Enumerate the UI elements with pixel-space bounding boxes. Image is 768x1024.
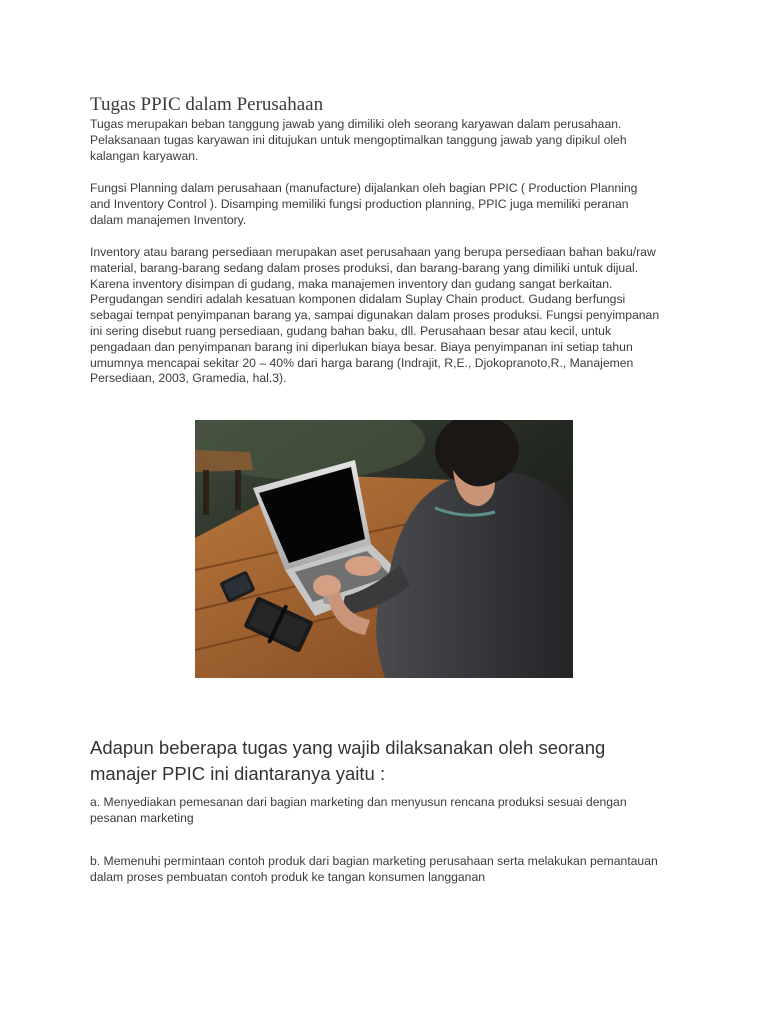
page-title: Tugas PPIC dalam Perusahaan [90, 94, 324, 115]
list-item [90, 794, 627, 826]
text-line: material, barang-barang sedang dalam proses produksi, dan barang-barang yang dimiliki untuk dijual. [90, 260, 639, 275]
paragraph-inventory [90, 245, 690, 387]
text-line: Fungsi Planning dalam perusahaan (manufacture) dijalankan oleh bagian PPIC ( Production Planning [90, 181, 638, 195]
text-line: dalam proses pembuatan contoh produk ke tangan konsumen langganan [90, 870, 486, 884]
text-line: Karena inventory disimpan di gudang, maka manajemen inventory dan gudang sangat berkaitan. [90, 276, 613, 291]
paragraph-fungsi-planning [90, 181, 690, 228]
text-line: dalam manajemen Inventory. [90, 212, 247, 227]
paragraph-tugas [90, 117, 690, 164]
text-line: pesanan marketing [90, 811, 194, 825]
text-line: sebagai tempat penyimpanan barang ya, sampai digunakan dalam proses produksi. Fungsi penyimpanan [90, 308, 660, 323]
text-line: and Inventory Control ). Disamping memiliki fungsi production planning, PPIC juga memiliki peranan [90, 196, 629, 211]
text-line: kalangan karyawan. [90, 148, 199, 163]
text-line: pengadaan dan penyimpanan barang ini diperlukan biaya besar. Biaya penyimpanan ini setiap tahun [90, 339, 633, 354]
text-line: Tugas merupakan beban tanggung jawab yang dimiliki oleh seorang karyawan dalam perusahaan. [90, 117, 622, 131]
list-item [90, 853, 658, 885]
text-line: Inventory atau barang persediaan merupakan aset perusahaan yang berupa persediaan bahan baku/raw [90, 245, 656, 259]
section-heading [90, 735, 605, 787]
text-line: umumnya mencapai sekitar 20 – 40% dari harga barang (Indrajit, R,E., Djokopranoto,R., Manajemen [90, 355, 634, 370]
text-line: Pelaksanaan tugas karyawan ini ditujukan untuk mengoptimalkan tanggung jawab yang dipikul oleh [90, 132, 627, 147]
photo-person-using-laptop [195, 420, 573, 678]
text-line: Persediaan, 2003, Gramedia, hal.3). [90, 371, 287, 386]
text-line: ini sering disebut ruang persediaan, gudang bahan baku, dll. Perusahaan besar atau kecil, untuk [90, 323, 612, 338]
text-line: Pergudangan sendiri adalah kesatuan komponen didalam Suplay Chain product. Gudang berfungsi [90, 292, 626, 307]
text-line: a. Menyediakan pemesanan dari bagian marketing dan menyusun rencana produksi sesuai dengan [90, 795, 627, 809]
text-line: b. Memenuhi permintaan contoh produk dari bagian marketing perusahaan serta melakukan pemantauan [90, 854, 658, 868]
heading-line: manajer PPIC ini diantaranya yaitu : [90, 763, 386, 784]
heading-line: Adapun beberapa tugas yang wajib dilaksanakan oleh seorang [90, 737, 606, 758]
